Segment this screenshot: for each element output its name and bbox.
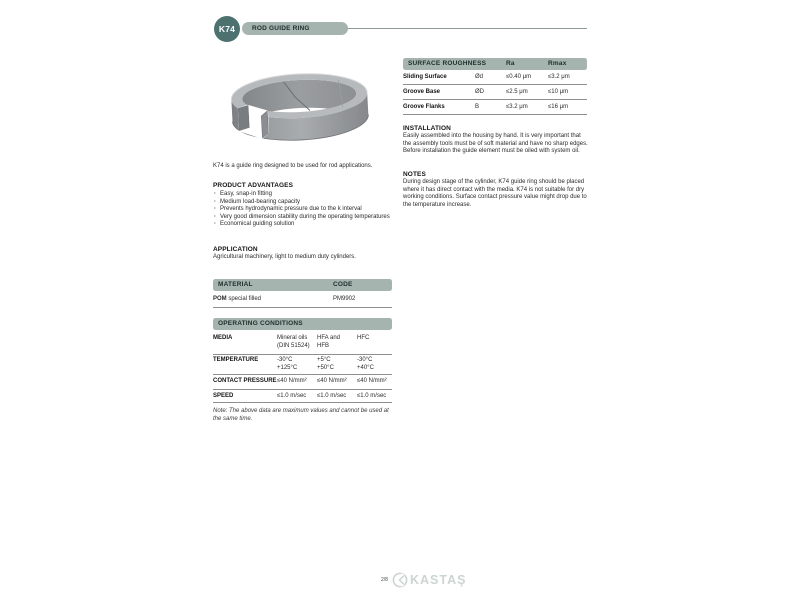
ra-cell: ≤2.5 μm <box>506 89 528 95</box>
surface-roughness-header <box>403 58 587 70</box>
row-label: Sliding Surface <box>403 74 447 80</box>
speed-col2 <box>317 393 346 401</box>
cell-line: ≤40 N/mm² <box>277 378 307 384</box>
cp-col2 <box>317 378 347 386</box>
operating-conditions-header <box>213 318 392 330</box>
row-label: MEDIA <box>213 335 233 341</box>
cell-line: +50°C <box>317 364 334 371</box>
installation-text: Easily assembled into the housing by hand. It is very important that the assembly tools must be of soft material and have no sharp edges. Before installation the guide element must be oiled with system oil. <box>403 133 588 154</box>
cell-line: ≤1.0 m/sec <box>357 393 387 399</box>
list-item: · Economical guiding solution <box>213 221 395 229</box>
installation-heading: INSTALLATION <box>403 125 451 132</box>
speed-col1 <box>277 393 306 401</box>
cp-col1 <box>277 378 307 386</box>
table-row <box>213 291 392 308</box>
product-code-badge: K74 <box>214 16 240 42</box>
code-header-label: CODE <box>333 281 353 288</box>
brand-logo-text: KASTAŞ <box>410 573 467 587</box>
media-col1 <box>277 335 310 350</box>
rmax-cell: ≤3.2 μm <box>548 74 570 80</box>
product-advantages-list <box>213 191 395 229</box>
rmax-cell: ≤16 μm <box>548 104 569 110</box>
surface-roughness-label: SURFACE ROUGHNESS <box>408 60 487 67</box>
intro-text: K74 is a guide ring designed to be used for rod applications. <box>213 163 373 169</box>
table-row <box>403 100 587 115</box>
title-rule <box>340 28 587 29</box>
list-item: · Very good dimension stability during the operating temperatures <box>213 214 395 222</box>
symbol-cell: B <box>475 104 480 110</box>
cell-line: Mineral oils <box>277 335 308 341</box>
notes-text: During design stage of the cylinder, K74 guide ring should be placed where it has direct contact with the media. K74 is not suitable for dry working conditions. Surface contact pressure value might drop due to the temperature increase. <box>403 179 587 208</box>
row-label: Groove Flanks <box>403 104 445 110</box>
cell-line: +40°C <box>357 364 374 371</box>
kastas-logo-icon <box>391 571 409 589</box>
application-text: Agricultural machinery, light to medium duty cylinders. <box>213 254 356 260</box>
symbol-cell: ØD <box>475 89 484 95</box>
rmax-header-label: Rmax <box>548 60 567 67</box>
ra-cell: ≤0.40 μm <box>506 74 532 80</box>
product-title: ROD GUIDE RING <box>242 22 348 35</box>
row-label: CONTACT PRESSURE <box>213 378 277 384</box>
page-number: 2/8 <box>381 577 388 583</box>
table-row-media <box>213 334 392 355</box>
row-label: TEMPERATURE <box>213 357 259 363</box>
row-label: Groove Base <box>403 89 441 95</box>
list-item: · Easy, snap-in fitting <box>213 191 395 199</box>
temp-col3 <box>357 357 374 372</box>
surface-roughness-rows <box>403 70 587 115</box>
material-table-header <box>213 279 392 291</box>
table-row-temperature <box>213 356 392 375</box>
guide-ring-illustration <box>224 62 376 158</box>
material-name-rest: special filled <box>226 296 262 302</box>
temp-col2 <box>317 357 334 372</box>
cell-line: (DIN 51524) <box>277 342 310 349</box>
material-name <box>213 296 261 302</box>
cp-col3 <box>357 378 387 386</box>
product-image-guide-ring <box>224 62 376 158</box>
cell-line: HFC <box>357 335 370 341</box>
notes-heading: NOTES <box>403 171 426 178</box>
cell-line: HFB <box>317 342 329 349</box>
cell-line: +5°C <box>317 357 331 363</box>
cell-line: ≤40 N/mm² <box>317 378 347 384</box>
cell-line: ≤1.0 m/sec <box>317 393 347 399</box>
row-label: SPEED <box>213 393 234 399</box>
application-heading: APPLICATION <box>213 246 258 253</box>
symbol-cell: Ød <box>475 74 484 80</box>
table-row-contact-pressure <box>213 377 392 390</box>
speed-col3 <box>357 393 386 401</box>
table-row <box>403 70 587 85</box>
cell-line: -30°C <box>277 357 293 363</box>
cell-line: -30°C <box>357 357 373 363</box>
table-row-speed <box>213 392 392 403</box>
material-header-label: MATERIAL <box>218 281 253 288</box>
material-name-bold: POM <box>213 296 227 302</box>
material-code: PM9902 <box>333 296 356 302</box>
cell-line: HFA and <box>317 335 341 341</box>
media-col3 <box>357 335 369 343</box>
media-col2 <box>317 335 340 350</box>
cell-line: +125°C <box>277 364 298 371</box>
temp-col1 <box>277 357 297 372</box>
ra-header-label: Ra <box>506 60 515 67</box>
cell-line: ≤40 N/mm² <box>357 378 387 384</box>
list-item: · Prevents hydrodynamic pressure due to the k interval <box>213 206 395 214</box>
ra-cell: ≤3.2 μm <box>506 104 528 110</box>
table-row <box>403 85 587 100</box>
product-advantages-heading: PRODUCT ADVANTAGES <box>213 182 294 189</box>
list-item: · Medium load-bearing capacity <box>213 199 395 207</box>
cell-line: ≤1.0 m/sec <box>277 393 307 399</box>
rmax-cell: ≤10 μm <box>548 89 569 95</box>
operating-conditions-label: OPERATING CONDITIONS <box>218 320 303 327</box>
operating-conditions-note: Note: The above data are maximum values and cannot be used at the same time. <box>213 408 389 422</box>
